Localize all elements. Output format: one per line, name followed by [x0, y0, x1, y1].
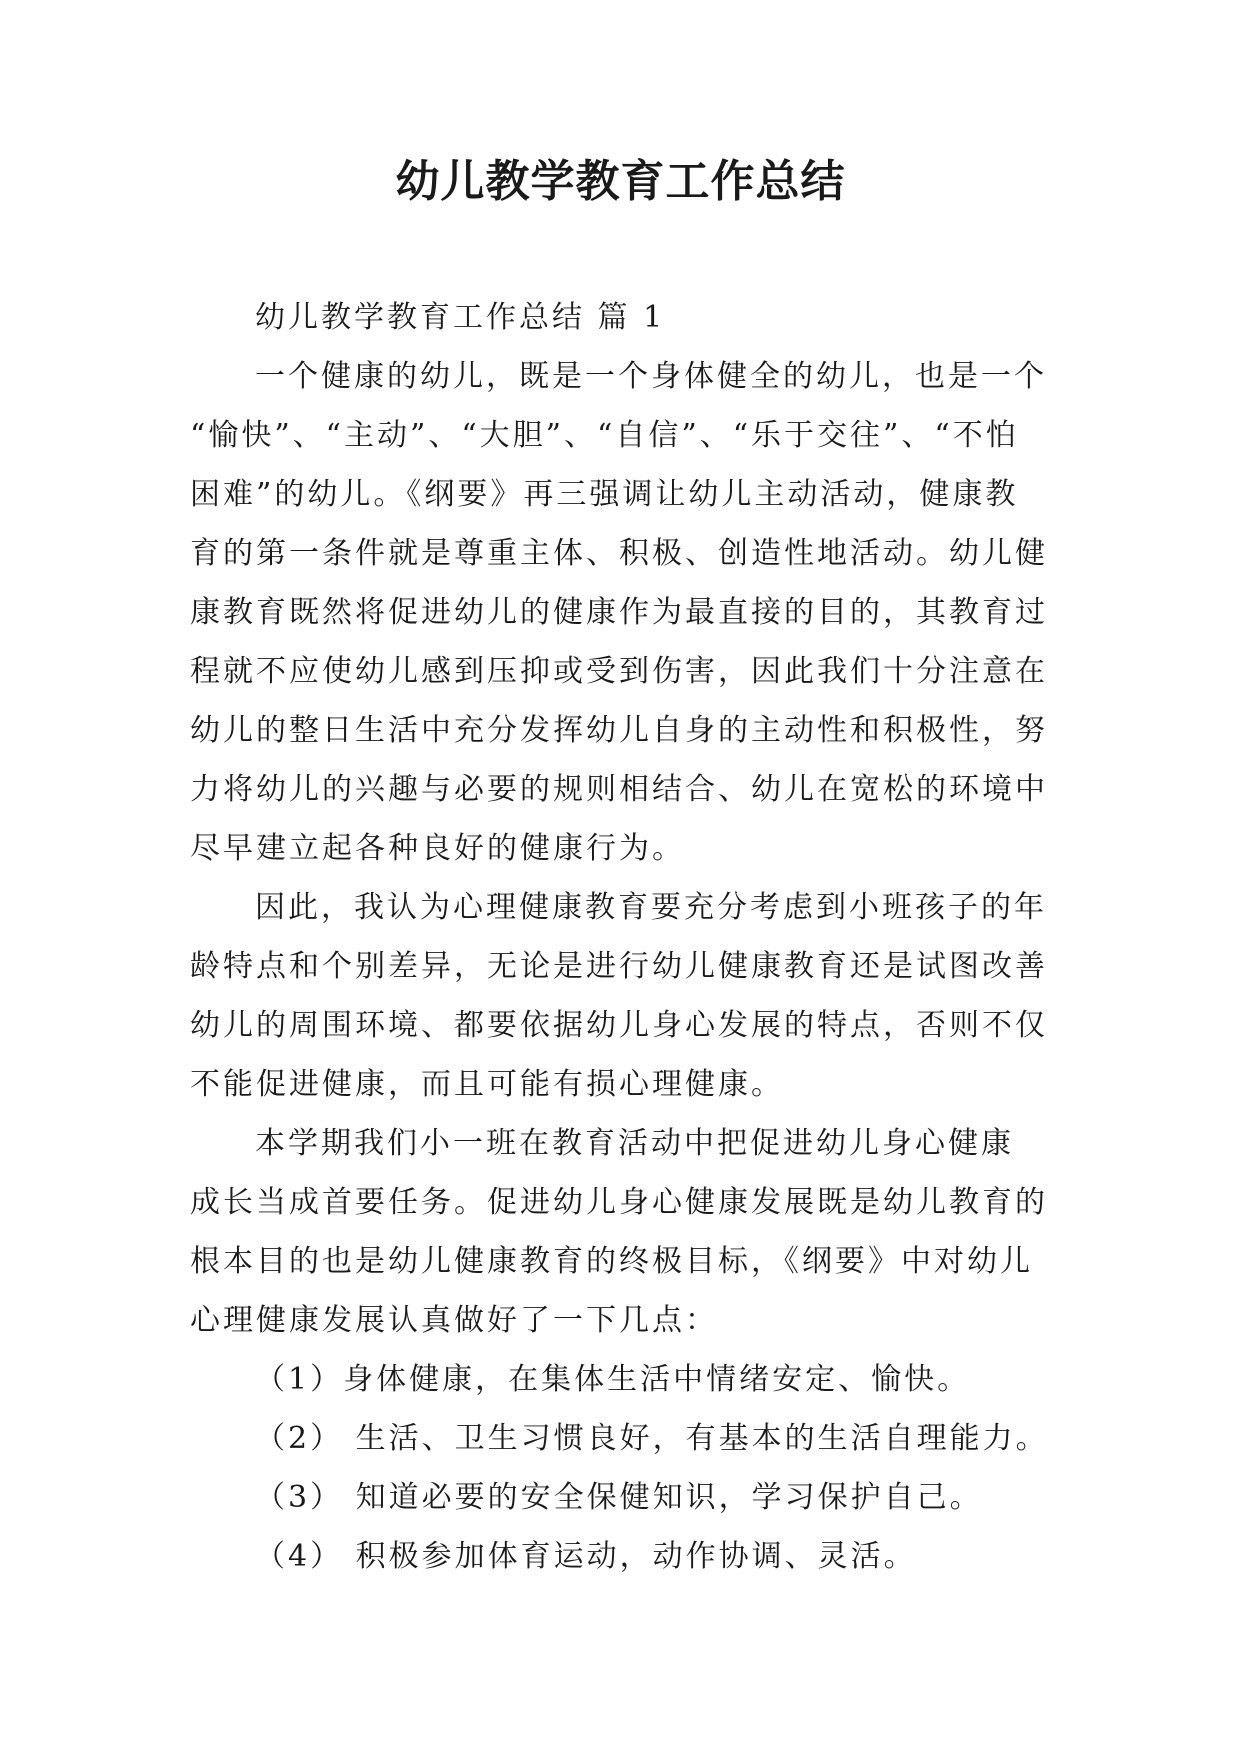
paragraph-line: 康教育既然将促进幼儿的健康作为最直接的目的，其教育过	[190, 595, 1048, 630]
paragraph-line: 成长当成首要任务。促进幼儿身心健康发展既是幼儿教育的	[190, 1185, 1048, 1220]
paragraph-line: 力将幼儿的兴趣与必要的规则相结合、幼儿在宽松的环境中	[190, 772, 1048, 807]
paragraph-line: 幼儿的周围环境、都要依据幼儿身心发展的特点，否则不仅	[190, 1008, 1048, 1043]
paragraph-line: 程就不应使幼儿感到压抑或受到伤害，因此我们十分注意在	[190, 654, 1048, 689]
section-heading: 幼儿教学教育工作总结 篇 1	[255, 300, 666, 335]
list-item: （1）身体健康，在集体生活中情绪安定、愉快。	[255, 1362, 971, 1397]
document-title: 幼儿教学教育工作总结	[395, 156, 846, 207]
paragraph-line: 因此，我认为心理健康教育要充分考虑到小班孩子的年	[255, 890, 1047, 925]
list-item: （4） 积极参加体育运动，动作协调、灵活。	[255, 1539, 917, 1574]
paragraph-line: 尽早建立起各种良好的健康行为。	[190, 831, 685, 866]
paragraph-line: 育的第一条件就是尊重主体、积极、创造性地活动。幼儿健	[190, 536, 1048, 571]
list-item: （3） 知道必要的安全保健知识，学习保护自己。	[255, 1480, 983, 1515]
paragraph-line: 一个健康的幼儿，既是一个身体健全的幼儿，也是一个	[255, 359, 1047, 394]
paragraph-line: 不能促进健康，而且可能有损心理健康。	[190, 1067, 784, 1102]
paragraph-line: 本学期我们小一班在教育活动中把促进幼儿身心健康	[255, 1126, 1014, 1161]
paragraph-line: 幼儿的整日生活中充分发挥幼儿自身的主动性和积极性，努	[190, 713, 1048, 748]
list-item: （2） 生活、卫生习惯良好，有基本的生活自理能力。	[255, 1421, 1049, 1456]
document-body	[190, 288, 1050, 1586]
paragraph-line: “愉快”、“主动”、“大胆”、“自信”、“乐于交往”、“不怕	[190, 418, 1019, 453]
paragraph-line: 根本目的也是幼儿健康教育的终极目标，《纲要》中对幼儿	[190, 1244, 1033, 1279]
paragraph-line: 龄特点和个别差异，无论是进行幼儿健康教育还是试图改善	[190, 949, 1048, 984]
paragraph-line: 困难”的幼儿。《纲要》再三强调让幼儿主动活动，健康教	[190, 477, 1019, 512]
paragraph-line: 心理健康发展认真做好了一下几点：	[190, 1303, 718, 1338]
